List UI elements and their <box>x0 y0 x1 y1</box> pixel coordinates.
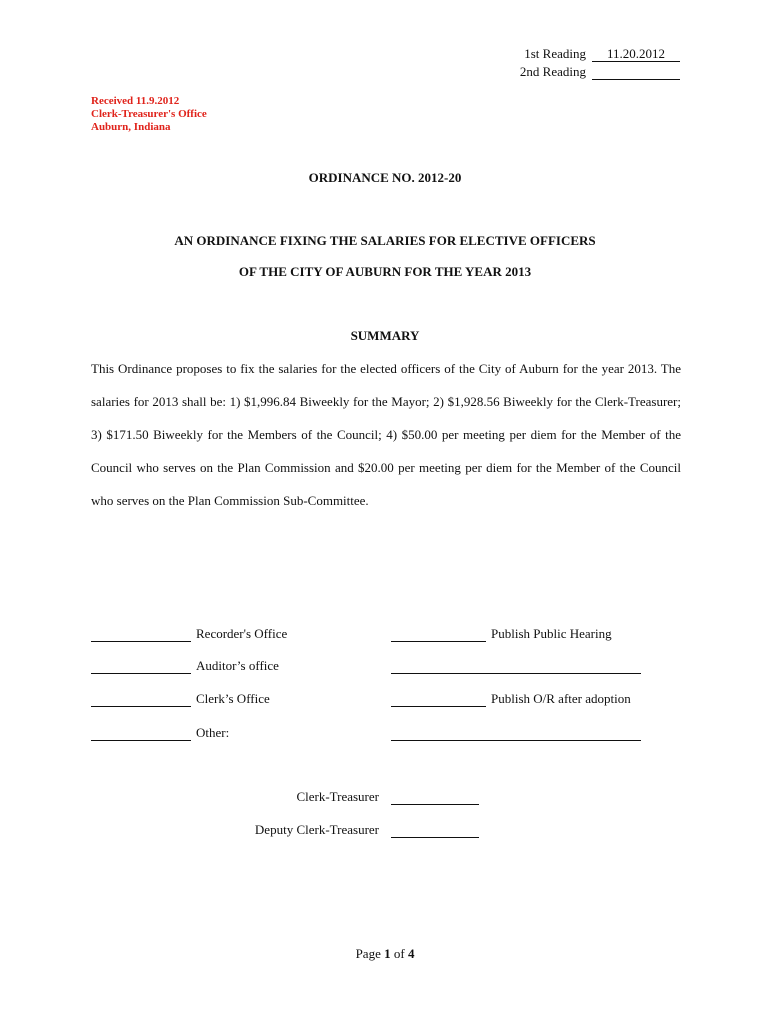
signature-deputy-clerk-treasurer <box>219 820 484 838</box>
routing-label: Publish O/R after adoption <box>491 691 631 706</box>
summary-paragraph: This Ordinance proposes to fix the salaries for the elected officers of the City of Auburn for the year 2013. The salaries for 2013 shall be: 1) $1,996.84 Biweekly for the Mayor; 2) $1,928.56 Biweekly for the Clerk-Treasurer; 3) $171.50 Biweekly for the Members of the Council; 4) $50.00 per meeting per diem for the Member of the Council who serves on the Plan Commission and $20.00 per meeting per diem for the Member of the Council who serves on the Plan Commission Sub-Committee. <box>91 361 681 508</box>
page-prefix: Page <box>355 946 385 961</box>
page-current: 1 <box>384 946 391 961</box>
ordinance-title-line1: AN ORDINANCE FIXING THE SALARIES FOR ELECTIVE OFFICERS <box>174 233 596 248</box>
signature-label: Deputy Clerk-Treasurer <box>254 822 379 837</box>
routing-label: Auditor’s office <box>196 658 279 673</box>
page-total: 4 <box>407 946 415 961</box>
routing-blank-line <box>391 656 646 674</box>
signature-blank <box>391 792 479 805</box>
first-reading <box>524 44 680 62</box>
ordinance-title-line2: OF THE CITY OF AUBURN FOR THE YEAR 2013 <box>238 264 532 279</box>
stamp-location: Auburn, Indiana <box>91 121 171 133</box>
signature-blank <box>391 825 479 838</box>
routing-publish-public-hearing <box>391 624 612 642</box>
summary-heading: SUMMARY <box>350 328 420 343</box>
second-reading <box>520 62 680 80</box>
routing-blank <box>91 629 191 642</box>
routing-blank <box>391 728 641 741</box>
stamp-received-date: Received 11.9.2012 <box>91 95 180 107</box>
page-footer <box>0 946 770 962</box>
first-reading-label: 1st Reading <box>524 46 586 61</box>
routing-blank <box>391 629 486 642</box>
first-reading-value: 11.20.2012 <box>592 47 680 62</box>
routing-blank <box>391 661 641 674</box>
routing-recorders-office <box>91 624 287 642</box>
received-stamp <box>91 95 207 134</box>
routing-blank <box>91 661 191 674</box>
signature-label: Clerk-Treasurer <box>296 789 379 804</box>
routing-blank <box>91 694 191 707</box>
page-of: of <box>390 946 408 961</box>
routing-label: Recorder's Office <box>196 626 288 641</box>
routing-other <box>91 723 229 741</box>
second-reading-label: 2nd Reading <box>519 64 586 79</box>
routing-publish-after-adoption <box>391 689 631 707</box>
routing-clerks-office <box>91 689 270 707</box>
signature-clerk-treasurer <box>219 787 484 805</box>
stamp-office: Clerk-Treasurer's Office <box>91 108 207 120</box>
routing-label: Publish Public Hearing <box>491 626 612 641</box>
routing-label: Other: <box>196 725 230 740</box>
ordinance-number: ORDINANCE NO. 2012-20 <box>308 170 462 185</box>
second-reading-value <box>592 79 680 80</box>
routing-auditors-office <box>91 656 279 674</box>
routing-blank-line <box>391 723 646 741</box>
routing-blank <box>391 694 486 707</box>
routing-blank <box>91 728 191 741</box>
routing-label: Clerk’s Office <box>196 691 270 706</box>
